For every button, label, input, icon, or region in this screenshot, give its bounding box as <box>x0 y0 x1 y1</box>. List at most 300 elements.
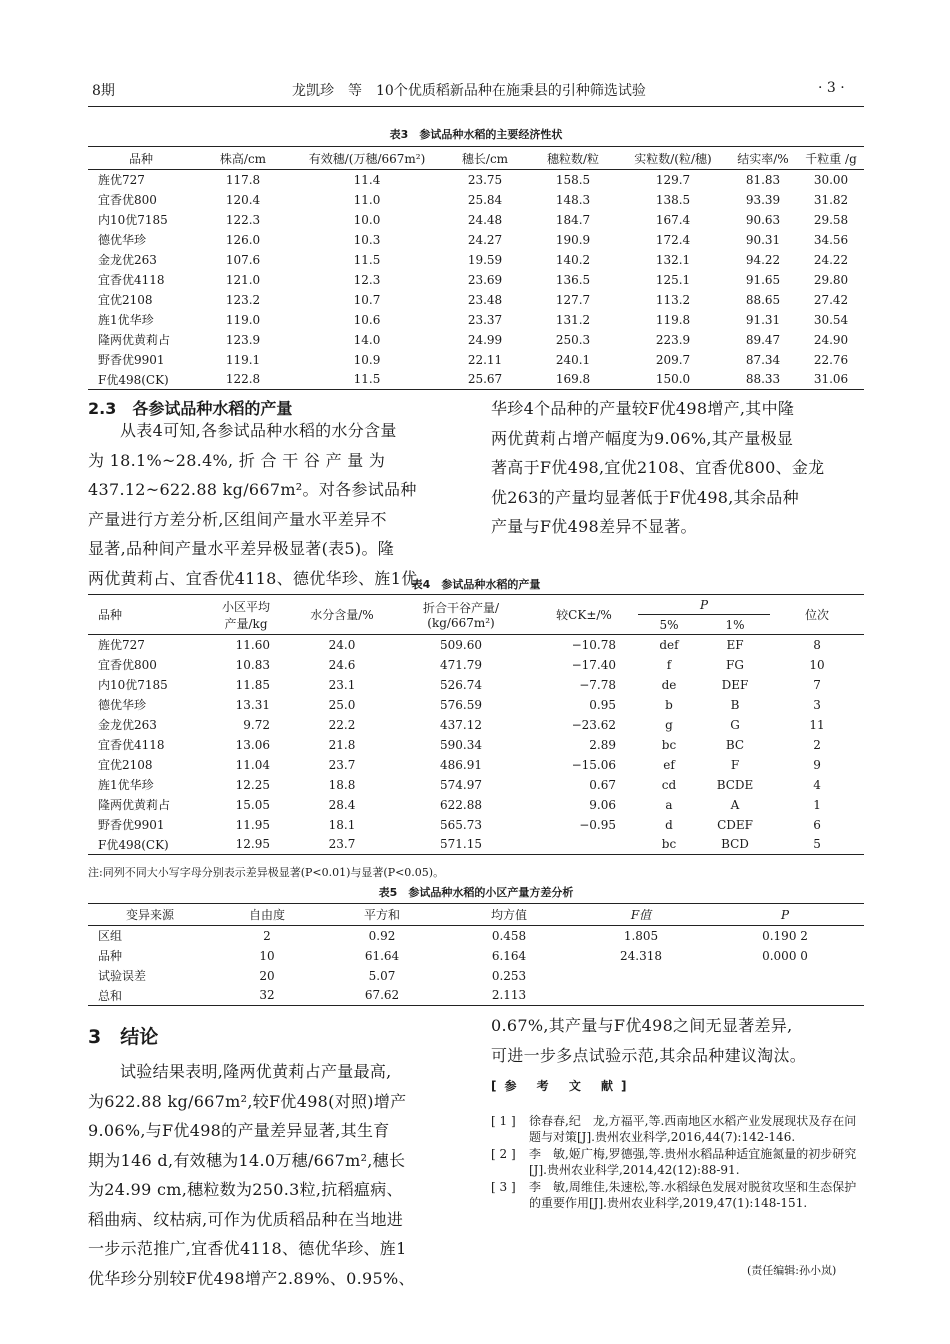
text-line: 9.06%,与F优498的产量差异显著,其生育 <box>88 1121 390 1140</box>
table-row <box>88 835 864 855</box>
variety-name: 野香优9901 <box>98 818 165 832</box>
table4-header-p5: 5% <box>659 617 679 632</box>
table-cell: 11.5 <box>353 252 381 267</box>
table-cell: 1.805 <box>623 928 659 943</box>
table-cell: 22.76 <box>813 352 849 367</box>
table-cell: 13.31 <box>235 697 270 712</box>
table-cell: 6 <box>813 817 821 832</box>
table-cell: 131.2 <box>555 312 591 327</box>
table-row <box>88 735 864 755</box>
table-cell: −10.78 <box>571 637 616 652</box>
table-cell: 107.6 <box>225 252 261 267</box>
variety-name: 宜优2108 <box>98 758 153 772</box>
table-cell: 67.62 <box>364 988 400 1003</box>
table-cell: 250.3 <box>555 332 591 347</box>
table-cell: 622.88 <box>440 797 482 812</box>
table-cell: 119.8 <box>655 312 691 327</box>
text-line: 华珍4个品种的产量较F优498增产,其中隆 <box>491 399 795 418</box>
table-cell: 18.8 <box>328 777 356 792</box>
table5-header-cell: 自由度 <box>248 908 285 922</box>
table-cell: 10.9 <box>353 352 381 367</box>
table-row <box>88 775 864 795</box>
table-cell: 0.67 <box>589 777 616 792</box>
table-row <box>88 966 864 986</box>
text-line: 产量进行方差分析,区组间产量水平差异不 <box>88 509 387 529</box>
table-cell: 23.7 <box>328 757 356 772</box>
table-cell: 61.64 <box>364 948 400 963</box>
table-cell: 5.07 <box>368 968 396 983</box>
section-3-title: 3 结论 <box>88 1026 159 1048</box>
table-cell: 24.0 <box>328 637 356 652</box>
table3-header-cell: 结实率/% <box>737 151 789 166</box>
table-cell: 150.0 <box>655 372 691 387</box>
table-row <box>88 210 864 230</box>
table-cell: a <box>665 797 673 812</box>
reference-item <box>491 1179 864 1211</box>
table-row <box>88 986 864 1006</box>
table-cell: 223.9 <box>655 332 691 347</box>
section-2-3-left-text <box>88 416 464 593</box>
text-line: 优263的产量均显著低于F优498,其余品种 <box>491 487 799 507</box>
table-row <box>88 290 864 310</box>
table-cell: BCDE <box>716 777 754 792</box>
variety-name: 金龙优263 <box>98 718 157 732</box>
section-3-left-text <box>88 1057 464 1293</box>
table3-header-cell: 穗长/cm <box>461 151 509 166</box>
table3-header-cell: 穗粒数/粒 <box>546 151 600 166</box>
table-cell: 11.60 <box>235 637 270 652</box>
table-cell: 4 <box>813 777 821 792</box>
table-cell: 21.8 <box>328 737 356 752</box>
table-cell: B <box>730 697 740 712</box>
table-cell: 2 <box>813 737 821 752</box>
text-line: 可进一步多点试验示范,其余品种建议淘汰。 <box>491 1045 807 1065</box>
table5-header-cell: P <box>780 907 790 922</box>
table3-header-cell: 株高/cm <box>219 151 267 166</box>
table-cell: 32 <box>259 988 275 1003</box>
table-cell: 29.58 <box>813 212 849 227</box>
table5-header-cell: 变异来源 <box>125 908 174 922</box>
table-cell: 19.59 <box>467 252 503 267</box>
table-cell: 167.4 <box>655 212 691 227</box>
table-cell: 120.4 <box>225 192 261 207</box>
text-line: 0.67%,其产量与F优498之间无显著差异, <box>491 1016 793 1035</box>
table-cell: 571.15 <box>440 837 482 852</box>
table-cell: 13.06 <box>235 737 270 752</box>
table-cell: 576.59 <box>440 697 482 712</box>
table-cell: 24.27 <box>467 232 503 247</box>
section-2-3-right-text <box>491 394 864 542</box>
table-cell: 20 <box>259 968 275 983</box>
table-cell: cd <box>661 777 677 792</box>
table-cell: 121.0 <box>225 272 261 287</box>
table-cell: 169.8 <box>555 372 591 387</box>
text-line: 优华珍分别较F优498增产2.89%、0.95%、 <box>88 1268 415 1288</box>
table-cell: 24.90 <box>813 332 849 347</box>
table-cell: 94.22 <box>745 252 781 267</box>
table3-header-cell: 千粒重 /g <box>805 151 857 166</box>
reference-item <box>491 1146 864 1178</box>
table-cell: 93.39 <box>745 192 781 207</box>
text-line: 显著,品种间产量水平差异极显著(表5)。隆 <box>88 539 395 558</box>
variety-name: 旌1优华珍 <box>98 313 154 327</box>
variety-name: 隆两优黄莉占 <box>98 798 171 812</box>
table-cell: 10.7 <box>353 292 381 307</box>
table4-header-plot-yield-line1: 小区平均 <box>221 599 270 614</box>
table-cell: 23.7 <box>328 837 356 852</box>
table-cell: 22.11 <box>467 352 503 367</box>
table-cell: 10.83 <box>235 657 270 672</box>
text-line: 为622.88 kg/667m²,较F优498(对照)增产 <box>88 1091 407 1111</box>
table-cell: 25.0 <box>328 697 356 712</box>
table-cell: EF <box>726 637 744 652</box>
table-cell: F <box>730 757 740 772</box>
table3 <box>88 146 864 390</box>
table-cell: 117.8 <box>225 172 261 187</box>
table-cell: 0.253 <box>491 968 527 983</box>
variety-name: 宜香优800 <box>98 658 157 672</box>
table-cell: bc <box>661 837 677 852</box>
table-cell: 10.3 <box>353 232 381 247</box>
table-cell: FG <box>726 657 744 672</box>
table-row <box>88 675 864 695</box>
table4-header-rank: 位次 <box>805 608 830 622</box>
variety-name: 野香优9901 <box>98 353 165 367</box>
table4-header-dry-yield-line2: (kg/667m²) <box>427 616 495 630</box>
table-cell: 10.0 <box>353 212 381 227</box>
table-cell: 24.6 <box>328 657 356 672</box>
table-cell: 1 <box>813 797 821 812</box>
table5-header-row <box>88 904 864 926</box>
table-cell: 23.69 <box>467 272 503 287</box>
table-cell: 27.42 <box>813 292 849 307</box>
table-cell: 7 <box>813 677 821 692</box>
table-cell: 136.5 <box>555 272 591 287</box>
variety-name: 内10优7185 <box>98 213 168 227</box>
header-page-number: · 3 · <box>818 80 845 96</box>
table-cell: 132.1 <box>655 252 691 267</box>
table-row <box>88 655 864 675</box>
table-row <box>88 250 864 270</box>
table-row <box>88 230 864 250</box>
variety-name: 宜优2108 <box>98 293 153 307</box>
table-cell: −17.40 <box>571 657 616 672</box>
table-row <box>88 926 864 946</box>
table-cell: 12.25 <box>235 777 270 792</box>
table-cell: 88.33 <box>745 372 781 387</box>
table-cell: 9 <box>813 757 821 772</box>
table-cell: 23.48 <box>467 292 503 307</box>
text-line: 期为146 d,有效穗为14.0万穗/667m²,穗长 <box>88 1150 406 1170</box>
reference-number: [ 1 ] <box>491 1114 516 1128</box>
table-cell <box>706 986 864 1006</box>
table-cell: 119.0 <box>225 312 261 327</box>
text-line: 为 18.1%~28.4%, 折 合 干 谷 产 量 为 <box>88 450 386 470</box>
table4-note: 注:同列不同大小写字母分别表示差异极显著(P<0.01)与显著(P<0.05)。 <box>88 866 445 879</box>
table-cell: 11.95 <box>235 817 270 832</box>
table-cell: f <box>666 657 672 672</box>
table-cell: 486.91 <box>440 757 482 772</box>
table-cell: 2 <box>263 928 271 943</box>
variety-name: 宜香优4118 <box>98 738 165 752</box>
table-cell: 0.000 0 <box>762 948 808 963</box>
table-row <box>88 330 864 350</box>
table-cell: 122.3 <box>225 212 261 227</box>
table4-header-vs-ck: 较CK±/% <box>556 608 612 622</box>
table-cell: 8 <box>813 637 821 652</box>
table-cell: 22.2 <box>328 717 356 732</box>
table-cell: 158.5 <box>555 172 591 187</box>
table-cell <box>576 966 706 986</box>
text-line: 为24.99 cm,穗粒数为250.3粒,抗稻瘟病、 <box>88 1180 403 1199</box>
table3-header-cell: 品种 <box>128 151 153 166</box>
table-cell: 123.9 <box>225 332 261 347</box>
text-line: 437.12~622.88 kg/667m²。对各参试品种 <box>88 480 417 499</box>
table-cell: 6.164 <box>491 948 527 963</box>
text-line: 两优黄莉占、宜香优4118、德优华珍、旌1优 <box>88 568 418 588</box>
reference-text: 徐春春,纪 龙,方福平,等.西南地区水稻产业发展现状及存在问题与对策[J].贵州农业科学,2016,44(7):142-146. <box>529 1114 857 1144</box>
table3-body <box>88 170 864 390</box>
text-line: 著高于F优498,宜优2108、宜香优800、金龙 <box>491 458 825 477</box>
table-cell: 34.56 <box>813 232 849 247</box>
table-row <box>88 695 864 715</box>
table-cell: 30.54 <box>813 312 849 327</box>
table-cell: 126.0 <box>225 232 261 247</box>
section-3-right-text <box>491 1011 864 1070</box>
variety-name: 德优华珍 <box>98 233 147 247</box>
table4-header-plot-yield <box>200 595 292 635</box>
table-cell: 89.47 <box>745 332 781 347</box>
table-cell: 24.22 <box>813 252 849 267</box>
table-cell: 31.06 <box>813 372 849 387</box>
table-cell: bc <box>661 737 677 752</box>
table5-body <box>88 926 864 1006</box>
table-cell: 31.82 <box>813 192 849 207</box>
table-cell: CDEF <box>717 817 753 832</box>
reference-number: [ 2 ] <box>491 1147 516 1161</box>
table-cell: BC <box>725 737 745 752</box>
table-cell <box>530 835 638 855</box>
table-row <box>88 370 864 390</box>
references-list <box>491 1113 864 1212</box>
table-cell: BCD <box>721 837 749 852</box>
table-row <box>88 946 864 966</box>
table-cell <box>576 986 706 1006</box>
table-cell: de <box>661 677 677 692</box>
source-name: 总和 <box>98 988 123 1003</box>
table-cell: 24.48 <box>467 212 503 227</box>
header-title: 龙凯珍 等 10个优质稻新品种在施秉县的引种筛选试验 <box>292 83 646 99</box>
table-cell: 29.80 <box>813 272 849 287</box>
table-cell: G <box>730 717 740 732</box>
table-cell: 590.34 <box>440 737 482 752</box>
table-cell: 0.190 2 <box>762 928 808 943</box>
reference-number: [ 3 ] <box>491 1180 516 1194</box>
reference-text: 李 敏,周维佳,朱速松,等.水稻绿色发展对脱贫攻坚和生态保护的重要作用[J].贵州农业科学,2019,47(1):148-151. <box>529 1180 857 1210</box>
table-row <box>88 755 864 775</box>
table-cell: 3 <box>813 697 821 712</box>
table-cell: 113.2 <box>655 292 691 307</box>
table-cell: 5 <box>813 837 821 852</box>
table-cell: −23.62 <box>571 717 616 732</box>
table-cell <box>706 966 864 986</box>
table-cell: 90.31 <box>745 232 781 247</box>
table5-header-cell: 平方和 <box>363 908 400 922</box>
table-cell: 81.83 <box>745 172 781 187</box>
table-cell: 172.4 <box>655 232 691 247</box>
table-cell: 190.9 <box>555 232 591 247</box>
table-cell: 0.92 <box>368 928 396 943</box>
table-row <box>88 715 864 735</box>
table-cell: 0.95 <box>589 697 616 712</box>
table-row <box>88 635 864 655</box>
table-cell: 9.72 <box>243 717 270 732</box>
editor-credit: (责任编辑:孙小岚) <box>747 1264 837 1277</box>
table4-header-dry-yield-line1: 折合干谷产量/ <box>422 601 500 615</box>
table-cell: 127.7 <box>555 292 591 307</box>
table-row <box>88 170 864 190</box>
variety-name: 金龙优263 <box>98 253 157 267</box>
table-cell: 184.7 <box>555 212 591 227</box>
variety-name: 旌优727 <box>98 173 145 188</box>
variety-name: 旌1优华珍 <box>98 778 154 792</box>
table-cell: 2.113 <box>491 988 527 1003</box>
table-cell: 15.05 <box>235 797 270 812</box>
table-cell: 11 <box>809 717 825 732</box>
table-cell: 11.0 <box>353 192 381 207</box>
table-cell: 23.37 <box>467 312 503 327</box>
table-row <box>88 190 864 210</box>
table5-header-cell: F值 <box>630 908 652 922</box>
table-cell: 138.5 <box>655 192 691 207</box>
table3-header-cell: 实粒数/(粒/穗) <box>634 151 712 166</box>
table-cell: 0.458 <box>491 928 527 943</box>
table-cell: ef <box>663 757 675 772</box>
table3-header-cell: 有效穗/(万穗/667m²) <box>308 151 426 166</box>
table4 <box>88 594 864 855</box>
table-cell: 24.99 <box>467 332 503 347</box>
variety-name: 宜香优800 <box>98 193 157 207</box>
table-cell: 509.60 <box>440 637 482 652</box>
table5 <box>88 903 864 1006</box>
table-cell: 11.04 <box>235 757 270 772</box>
table-cell: 25.84 <box>467 192 503 207</box>
table4-header-dry-yield <box>392 595 530 635</box>
table-cell: 9.06 <box>589 797 616 812</box>
table-cell: −0.95 <box>579 817 616 832</box>
table-cell: 574.97 <box>440 777 482 792</box>
table4-caption: 表4 参试品种水稻的产量 <box>411 578 541 591</box>
table5-caption: 表5 参试品种水稻的小区产量方差分析 <box>378 886 574 899</box>
variety-name: 德优华珍 <box>98 698 147 712</box>
table-cell: 24.318 <box>620 948 662 963</box>
table-row <box>88 350 864 370</box>
table4-header-moisture: 水分含量/% <box>310 608 374 622</box>
table-cell: 437.12 <box>440 717 482 732</box>
table-cell: 11.5 <box>353 372 381 387</box>
source-name: 品种 <box>98 949 123 963</box>
table-cell: −15.06 <box>571 757 616 772</box>
table-cell: 18.1 <box>328 817 356 832</box>
text-line: 一步示范推广,宜香优4118、德优华珍、旌1 <box>88 1239 407 1258</box>
variety-name: F优498(CK) <box>98 837 169 852</box>
table-cell: 240.1 <box>555 352 591 367</box>
table-cell: 140.2 <box>555 252 591 267</box>
table-row <box>88 270 864 290</box>
references-heading: [参 考 文 献] <box>491 1079 635 1093</box>
table-row <box>88 815 864 835</box>
table-cell: 148.3 <box>555 192 591 207</box>
table-cell: 10.6 <box>353 312 381 327</box>
header-issue: 8期 <box>92 83 115 99</box>
table-cell: 90.63 <box>745 212 781 227</box>
table-row <box>88 795 864 815</box>
table-cell: 14.0 <box>353 332 381 347</box>
reference-text: 李 敏,姬广梅,罗德强,等.贵州水稻品种适宜施氮量的初步研究[J].贵州农业科学,2014,42(12):88-91. <box>529 1147 857 1177</box>
table3-header-row <box>88 147 864 170</box>
table-cell: 23.1 <box>328 677 356 692</box>
table-cell: 471.79 <box>440 657 482 672</box>
table-cell: 25.67 <box>467 372 503 387</box>
table4-header-p: P <box>638 595 770 615</box>
table-cell: 91.31 <box>745 312 781 327</box>
variety-name: 内10优7185 <box>98 678 168 692</box>
table-cell: DEF <box>721 677 749 692</box>
table3-caption: 表3 参试品种水稻的主要经济性状 <box>389 128 563 141</box>
table-cell: −7.78 <box>579 677 616 692</box>
table-cell: 209.7 <box>655 352 691 367</box>
table4-body <box>88 635 864 855</box>
table-cell: 88.65 <box>745 292 781 307</box>
table-cell: 12.3 <box>353 272 381 287</box>
variety-name: F优498(CK) <box>98 372 169 387</box>
table-row <box>88 310 864 330</box>
table-cell: d <box>665 817 673 832</box>
source-name: 试验误差 <box>98 969 147 983</box>
text-line: 产量与F优498差异不显著。 <box>491 517 697 536</box>
header-rule <box>88 106 864 107</box>
table-cell: b <box>665 697 673 712</box>
table-cell: A <box>730 797 740 812</box>
table-cell: 10 <box>809 657 825 672</box>
text-line: 试验结果表明,隆两优黄莉占产量最高, <box>120 1062 392 1081</box>
table4-header-plot-yield-line2: 产量/kg <box>224 616 268 631</box>
section-2-3-title: 2.3 各参试品种水稻的产量 <box>88 399 293 418</box>
text-line: 两优黄莉占增产幅度为9.06%,其产量极显 <box>491 428 794 448</box>
table-cell: def <box>659 637 679 652</box>
table-cell: 10 <box>259 948 275 963</box>
reference-item <box>491 1113 864 1145</box>
table-cell: 119.1 <box>225 352 261 367</box>
variety-name: 旌优727 <box>98 638 145 653</box>
table-cell: 87.34 <box>745 352 781 367</box>
table5-header-cell: 均方值 <box>490 908 527 922</box>
table-cell: 2.89 <box>589 737 616 752</box>
table-cell: 91.65 <box>745 272 781 287</box>
table-cell: 565.73 <box>440 817 482 832</box>
table-cell: 30.00 <box>813 172 849 187</box>
table-cell: 526.74 <box>440 677 482 692</box>
table-cell: 123.2 <box>225 292 261 307</box>
table-cell: 129.7 <box>655 172 691 187</box>
table-cell: 11.4 <box>353 172 381 187</box>
table-cell: 23.75 <box>467 172 503 187</box>
table4-header-variety: 品种 <box>98 608 123 622</box>
variety-name: 隆两优黄莉占 <box>98 333 171 347</box>
table-cell: 122.8 <box>225 372 261 387</box>
text-line: 稻曲病、纹枯病,可作为优质稻品种在当地进 <box>88 1209 404 1229</box>
table-cell: 11.85 <box>235 677 270 692</box>
